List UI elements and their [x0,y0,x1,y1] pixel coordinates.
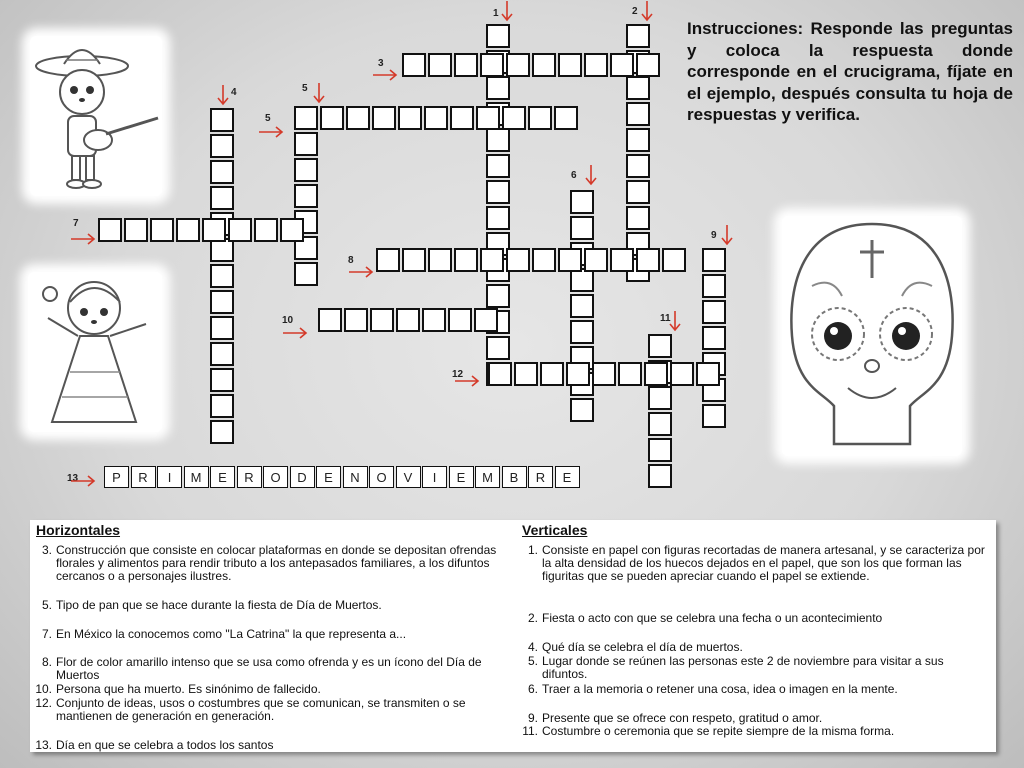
crossword-cell[interactable] [702,274,726,298]
horizontal-clue-13: 13. Día en que se celebra a todos los santos [35,738,274,752]
clue-number: 5 [265,113,271,124]
crossword-cell[interactable] [702,326,726,350]
clue-number: 7 [73,218,79,229]
crossword-cell[interactable] [626,154,650,178]
crossword-cell[interactable] [476,106,500,130]
clue-number: 3 [378,58,384,69]
crossword-cell[interactable] [506,53,530,77]
example-letter-cell: B [502,466,527,488]
crossword-cell[interactable] [486,24,510,48]
crossword-cell[interactable] [584,53,608,77]
crossword-cell[interactable] [558,248,582,272]
crossword-cell[interactable] [228,218,252,242]
crossword-cell[interactable] [696,362,720,386]
crossword-cell[interactable] [150,218,174,242]
crossword-cell[interactable] [210,342,234,366]
crossword-cell[interactable] [254,218,278,242]
crossword-cell[interactable] [428,53,452,77]
crossword-cell[interactable] [210,394,234,418]
crossword-cell[interactable] [474,308,498,332]
crossword-cell[interactable] [584,248,608,272]
crossword-cell[interactable] [376,248,400,272]
instructions-text: Instrucciones: Responde las preguntas y coloca la respuesta donde corresponde en el crucigrama, fíjate en el ejemplo, después consulta tu hoja de respuestas y verifica. [687,19,1013,124]
crossword-cell[interactable] [294,184,318,208]
crossword-cell[interactable] [610,53,634,77]
crossword-cell[interactable] [648,438,672,462]
example-letter-cell: O [263,466,288,488]
horizontal-clue-3: 3. Construcción que consiste en colocar plataformas en donde se depositan ofrendas florales y alimentos para rendir tributo a los antepasados familiares, a los difuntos cercanos o a personajes ilustres. [41,543,497,583]
crossword-cell[interactable] [294,262,318,286]
crossword-cell[interactable] [514,362,538,386]
clues-panel [30,520,996,752]
crossword-cell[interactable] [626,128,650,152]
crossword-cell[interactable] [402,53,426,77]
down-arrow-icon [312,82,326,104]
crossword-cell[interactable] [648,464,672,488]
crossword-cell[interactable] [450,106,474,130]
clue-number: 13 [67,473,79,484]
crossword-cell[interactable] [294,158,318,182]
crossword-cell[interactable] [486,284,510,308]
vertical-clue-4: 4. Qué día se celebra el día de muertos. [527,640,743,654]
crossword-cell[interactable] [210,108,234,132]
right-arrow-icon [70,232,96,246]
crossword-cell[interactable] [210,290,234,314]
crossword-cell[interactable] [320,106,344,130]
crossword-cell[interactable] [532,248,556,272]
clue-number: 12 [452,369,464,380]
crossword-cell[interactable] [402,248,426,272]
down-arrow-icon [668,310,682,332]
crossword-cell[interactable] [398,106,422,130]
crossword-cell[interactable] [422,308,446,332]
example-letter-cell: O [369,466,394,488]
example-letter-cell: P [104,466,129,488]
crossword-cell[interactable] [648,412,672,436]
crossword-cell[interactable] [506,248,530,272]
example-letter-cell: I [422,466,447,488]
crossword-cell[interactable] [486,154,510,178]
example-letter-cell: E [210,466,235,488]
crossword-cell[interactable] [486,76,510,100]
crossword-cell[interactable] [480,248,504,272]
crossword-cell[interactable] [570,294,594,318]
example-letter-cell: R [131,466,156,488]
crossword-cell[interactable] [370,308,394,332]
crossword-cell[interactable] [454,53,478,77]
crossword-cell[interactable] [346,106,370,130]
vertical-clue-11: 11. Costumbre o ceremonia que se repite siempre de la misma forma. [522,724,895,738]
clue-number: 10 [282,315,294,326]
crossword-cell[interactable] [528,106,552,130]
crossword-cell[interactable] [570,216,594,240]
vertical-clue-5: 5. Lugar donde se reúnen las personas este 2 de noviembre para visitar a sus difuntos. [527,654,944,681]
crossword-cell[interactable] [210,316,234,340]
down-arrow-icon [584,164,598,186]
example-letter-cell: N [343,466,368,488]
crossword-cell[interactable] [210,264,234,288]
crossword-cell[interactable] [344,308,368,332]
crossword-cell[interactable] [558,53,582,77]
horizontal-clues-title: Horizontales [36,522,121,538]
vertical-clues-title: Verticales [522,522,588,538]
crossword-cell[interactable] [626,102,650,126]
clue-number: 9 [711,230,717,241]
vertical-clue-1: 1. Consiste en papel con figuras recortadas de manera artesanal, y se caracteriza por la alta densidad de los huecos dejados en el papel, que son los que forman las figuritas que se pueden apreciar cuando el papel se extiende. [527,543,985,583]
crossword-cell[interactable] [570,320,594,344]
crossword-cell[interactable] [566,362,590,386]
right-arrow-icon [70,474,96,488]
vertical-clue-6: 6. Traer a la memoria o retener una cosa, idea o imagen en la mente. [527,682,898,696]
clue-number: 1 [493,8,499,19]
crossword-cell[interactable] [626,180,650,204]
horizontal-clue-8: 8. Flor de color amarillo intenso que se usa como ofrenda y es un ícono del Día de Muertos [41,655,482,682]
clue-number: 11 [660,313,671,324]
crossword-cell[interactable] [202,218,226,242]
crossword-cell[interactable] [626,76,650,100]
crossword-cell[interactable] [210,420,234,444]
crossword-cell[interactable] [702,248,726,272]
crossword-cell[interactable] [124,218,148,242]
example-letter-cell: E [555,466,580,488]
crossword-cell[interactable] [636,248,660,272]
crossword-cell[interactable] [670,362,694,386]
right-arrow-icon [258,125,284,139]
crossword-cell[interactable] [210,160,234,184]
crossword-cell[interactable] [592,362,616,386]
down-arrow-icon [216,84,230,106]
example-letter-cell: D [290,466,315,488]
crossword-cell[interactable] [372,106,396,130]
crossword-cell[interactable] [662,248,686,272]
crossword-cell[interactable] [570,190,594,214]
crossword-cell[interactable] [626,206,650,230]
right-arrow-icon [372,68,398,82]
crossword-cell[interactable] [210,134,234,158]
crossword-cell[interactable] [554,106,578,130]
crossword-cell[interactable] [428,248,452,272]
crossword-cell[interactable] [486,206,510,230]
crossword-cell[interactable] [448,308,472,332]
right-arrow-icon [348,265,374,279]
down-arrow-icon [500,0,514,22]
right-arrow-icon [454,374,480,388]
clue-number: 2 [632,6,638,17]
down-arrow-icon [720,224,734,246]
right-arrow-icon [282,326,308,340]
crossword-cell[interactable] [502,106,526,130]
example-letter-cell: E [449,466,474,488]
crossword-cell[interactable] [648,334,672,358]
crossword-cell[interactable] [644,362,668,386]
crossword-cell[interactable] [618,362,642,386]
crossword-cell[interactable] [532,53,556,77]
crossword-cell[interactable] [702,300,726,324]
clue-number: 5 [302,83,308,94]
crossword-cell[interactable] [488,362,512,386]
example-letter-cell: V [396,466,421,488]
crossword-cell[interactable] [424,106,448,130]
crossword-cell[interactable] [636,53,660,77]
crossword-cell[interactable] [486,180,510,204]
crossword-cell[interactable] [570,398,594,422]
girl-dancer-illustration [28,272,162,432]
example-letter-cell: M [475,466,500,488]
crossword-cell[interactable] [176,218,200,242]
crossword-cell[interactable] [280,218,304,242]
horizontal-clue-10: 10. Persona que ha muerto. Es sinónimo de fallecido. [35,682,321,696]
crossword-cell[interactable] [210,368,234,392]
crossword-cell[interactable] [540,362,564,386]
sugar-skull-illustration [782,216,962,456]
clue-number: 4 [231,87,237,98]
clue-number: 8 [348,255,354,266]
crossword-cell[interactable] [294,132,318,156]
example-letter-cell: E [316,466,341,488]
example-letter-cell: R [528,466,553,488]
crossword-cell[interactable] [454,248,478,272]
vertical-clue-2: 2. Fiesta o acto con que se celebra una fecha o un acontecimiento [527,611,883,625]
horizontal-clue-7: 7. En México la conocemos como "La Catrina" la que representa a... [41,627,407,641]
crossword-cell[interactable] [626,24,650,48]
horizontal-clue-12: 12. Conjunto de ideas, usos o costumbres que se comunican, se transmiten o se mantienen de generación en generación. [35,696,466,723]
clue-number: 6 [571,170,577,181]
mariachi-boy-illustration [30,36,162,196]
down-arrow-icon [640,0,654,22]
crossword-cell[interactable] [648,386,672,410]
vertical-clue-9: 9. Presente que se ofrece con respeto, gratitud o amor. [527,711,823,725]
crossword-cell[interactable] [486,336,510,360]
crossword-cell[interactable] [210,186,234,210]
crossword-cell[interactable] [486,128,510,152]
example-letter-cell: I [157,466,182,488]
crossword-cell[interactable] [702,404,726,428]
crossword-cell[interactable] [98,218,122,242]
crossword-cell[interactable] [318,308,342,332]
example-letter-cell: R [237,466,262,488]
crossword-cell[interactable] [396,308,420,332]
crossword-cell[interactable] [294,106,318,130]
example-letter-cell: M [184,466,209,488]
crossword-cell[interactable] [610,248,634,272]
horizontal-clue-5: 5. Tipo de pan que se hace durante la fiesta de Día de Muertos. [41,598,382,612]
crossword-cell[interactable] [480,53,504,77]
